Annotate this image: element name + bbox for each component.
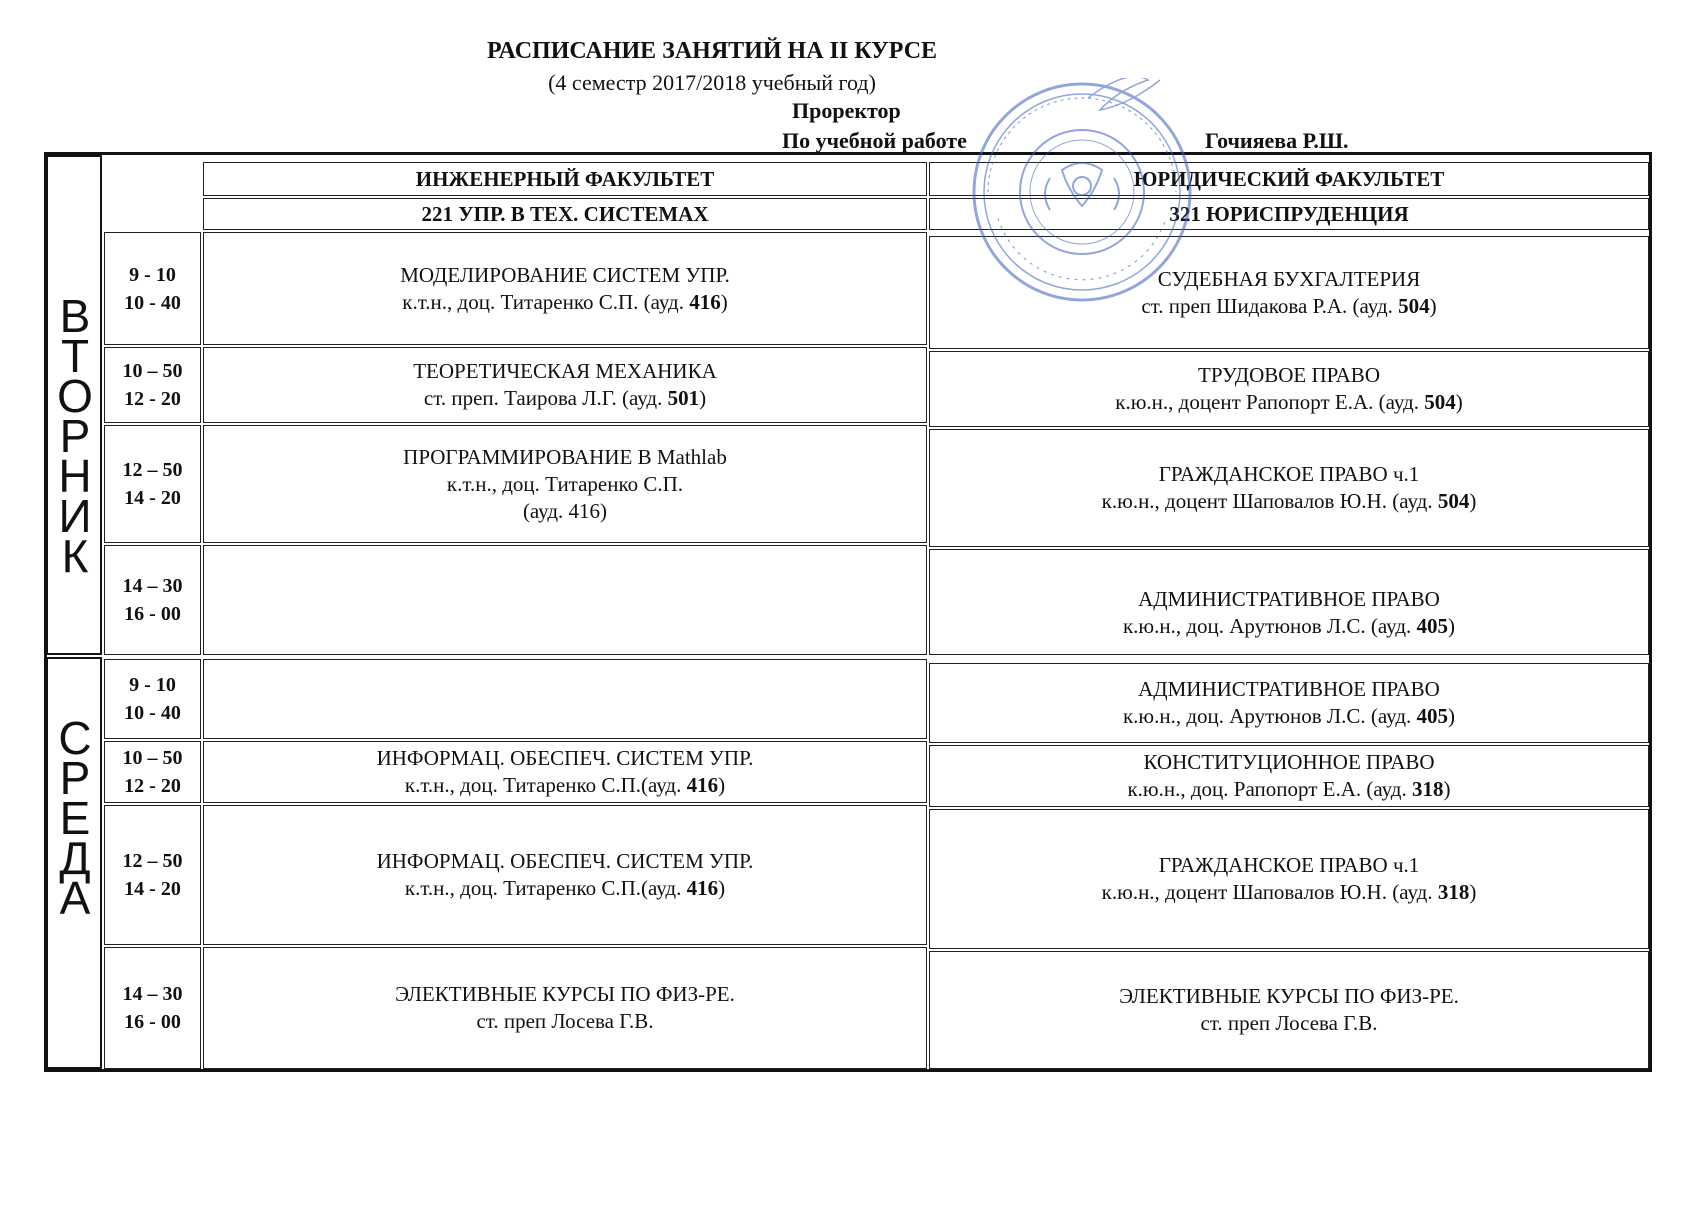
group-name: 221 УПР. В ТЕХ. СИСТЕМАХ: [421, 201, 709, 226]
teacher: ст. преп Лосева Г.В.: [1200, 1011, 1378, 1035]
time-slot: 9 - 10 10 - 40: [104, 232, 201, 345]
time-slot: 10 – 50 12 - 20: [104, 741, 201, 803]
day-label-wednesday: С Р Е Д А: [58, 712, 92, 924]
subject: ЭЛЕКТИВНЫЕ КУРСЫ ПО ФИЗ-РЕ.: [1119, 984, 1459, 1008]
teacher: к.ю.н., доц. Арутюнов Л.С. (ауд. 405): [1122, 614, 1456, 638]
subject: ТЕОРЕТИЧЕСКАЯ МЕХАНИКА: [413, 359, 717, 383]
official-seal-icon: [968, 78, 1196, 306]
group-header-engineering: [203, 198, 927, 230]
subject: ИНФОРМАЦ. ОБЕСПЕЧ. СИСТЕМ УПР.: [376, 849, 754, 873]
subject: ПРОГРАММИРОВАНИЕ В Mathlab: [403, 445, 727, 469]
subject: ИНФОРМАЦ. ОБЕСПЕЧ. СИСТЕМ УПР.: [376, 746, 754, 770]
subject: МОДЕЛИРОВАНИЕ СИСТЕМ УПР.: [400, 262, 730, 287]
lesson-cell-engineering: [203, 545, 927, 655]
teacher: к.т.н., доц. Титаренко С.П.: [446, 472, 684, 496]
teacher: ст. преп. Таирова Л.Г. (ауд. 501): [423, 386, 707, 410]
teacher: ст. преп Шидакова Р.А. (ауд. 504): [1141, 293, 1437, 318]
lesson-cell-law: [929, 351, 1649, 427]
teacher: ст. преп Лосева Г.В.: [476, 1009, 654, 1033]
lesson-cell-law: [929, 951, 1649, 1069]
lesson-cell-engineering: [203, 947, 927, 1069]
subject: ЭЛЕКТИВНЫЕ КУРСЫ ПО ФИЗ-РЕ.: [395, 982, 735, 1006]
faculty-name: ЮРИДИЧЕСКИЙ ФАКУЛЬТЕТ: [1133, 166, 1445, 191]
subject: ТРУДОВОЕ ПРАВО: [1198, 363, 1380, 387]
lesson-cell-law: [929, 549, 1649, 655]
lesson-cell-engineering: [203, 805, 927, 945]
document-title: РАСПИСАНИЕ ЗАНЯТИЙ НА II КУРСЕ: [486, 38, 938, 64]
time-slot: 12 – 50 14 - 20: [104, 805, 201, 945]
teacher: к.ю.н., доц. Рапопорт Е.А. (ауд. 318): [1127, 777, 1451, 801]
teacher: к.ю.н., доцент Шаповалов Ю.Н. (ауд. 504): [1101, 489, 1477, 513]
time-slot: 14 – 30 16 - 00: [104, 545, 201, 655]
time-slot: 10 – 50 12 - 20: [104, 347, 201, 423]
teacher: к.ю.н., доцент Шаповалов Ю.Н. (ауд. 318): [1101, 880, 1477, 904]
time-slot: 9 - 10 10 - 40: [104, 659, 201, 739]
lesson-cell-law: [929, 663, 1649, 743]
approver-title: Проректор: [792, 98, 901, 123]
subject: СУДЕБНАЯ БУХГАЛТЕРИЯ: [1157, 266, 1421, 291]
teacher: к.т.н., доц. Титаренко С.П.(ауд. 416): [404, 876, 726, 900]
time-slot: 12 – 50 14 - 20: [104, 425, 201, 543]
lesson-cell-engineering: [203, 425, 927, 543]
teacher: к.т.н., доц. Титаренко С.П. (ауд. 416): [402, 289, 728, 314]
lesson-cell-engineering: [203, 347, 927, 423]
lesson-cell-law: [929, 809, 1649, 949]
lesson-cell-law: [929, 745, 1649, 807]
teacher: к.ю.н., доц. Арутюнов Л.С. (ауд. 405): [1122, 704, 1456, 728]
teacher: к.т.н., доц. Титаренко С.П.(ауд. 416): [404, 773, 726, 797]
subject: ГРАЖДАНСКОЕ ПРАВО ч.1: [1158, 462, 1420, 486]
approver-name: Гочияева Р.Ш.: [1205, 128, 1349, 153]
lesson-cell-engineering: [203, 232, 927, 345]
lesson-cell-law: [929, 429, 1649, 547]
lesson-cell-engineering: [203, 659, 927, 739]
document-subtitle: (4 семестр 2017/2018 учебный год): [548, 70, 876, 95]
subject: ГРАЖДАНСКОЕ ПРАВО ч.1: [1158, 853, 1420, 877]
lesson-cell-engineering: [203, 741, 927, 803]
day-label-tuesday: В Т О Р Н И К: [57, 290, 93, 582]
approver-department: По учебной работе: [782, 128, 967, 153]
subject: АДМИНИСТРАТИВНОЕ ПРАВО: [1138, 677, 1440, 701]
time-slot: 14 – 30 16 - 00: [104, 947, 201, 1069]
group-name: 321 ЮРИСПРУДЕНЦИЯ: [1169, 201, 1409, 226]
room: (ауд. 416): [522, 499, 608, 523]
subject: КОНСТИТУЦИОННОЕ ПРАВО: [1143, 750, 1435, 774]
subject: АДМИНИСТРАТИВНОЕ ПРАВО: [1138, 587, 1440, 611]
faculty-header-engineering: [203, 162, 927, 196]
teacher: к.ю.н., доцент Рапопорт Е.А. (ауд. 504): [1115, 390, 1463, 414]
faculty-name: ИНЖЕНЕРНЫЙ ФАКУЛЬТЕТ: [415, 166, 715, 191]
